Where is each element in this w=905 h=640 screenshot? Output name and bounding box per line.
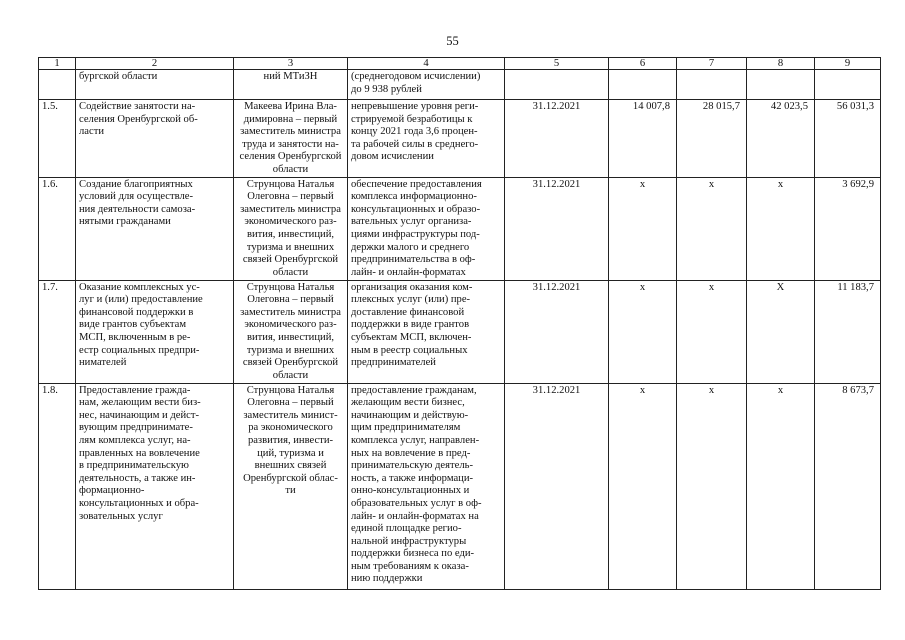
value-cell: х: [609, 177, 677, 280]
table-row: [39, 280, 881, 383]
table-row: [39, 177, 881, 280]
row-number: [39, 70, 76, 100]
responsible-cell: Струнцова Наталья Олеговна – первый заместитель министра экономического раз- вития, инвестиций, туризма и внешних связей Оренбургской области: [234, 177, 348, 280]
responsible-cell: ний МТиЗН: [234, 70, 348, 100]
header-cell: 7: [677, 58, 747, 70]
measures-table: [38, 57, 881, 590]
value-cell: [815, 70, 881, 100]
measure-cell: Создание благоприятных условий для осуществле- ния деятельности самоза- нятыми гражданами: [76, 177, 234, 280]
measure-cell: Оказание комплексных ус- луг и (или) предоставление финансовой поддержки в виде грантов субъектам МСП, включенным в ре- естр социальных предпри- нимателей: [76, 280, 234, 383]
responsible-cell: Струнцова Наталья Олеговна – первый заместитель министра экономического раз- вития, инвестиций, туризма и внешних связей Оренбургской области: [234, 280, 348, 383]
date-cell: 31.12.2021: [505, 177, 609, 280]
value-cell: х: [677, 383, 747, 589]
header-cell: 8: [747, 58, 815, 70]
date-cell: 31.12.2021: [505, 100, 609, 178]
date-cell: 31.12.2021: [505, 280, 609, 383]
measure-cell: Содействие занятости на- селения Оренбургской об- ласти: [76, 100, 234, 178]
table-row: [39, 383, 881, 589]
value-cell: х: [609, 280, 677, 383]
result-cell: (среднегодовом исчислении) до 9 938 рублей: [348, 70, 505, 100]
value-cell: [747, 70, 815, 100]
date-cell: [505, 70, 609, 100]
value-cell: х: [747, 383, 815, 589]
value-cell: 42 023,5: [747, 100, 815, 178]
header-cell: 9: [815, 58, 881, 70]
value-cell: 3 692,9: [815, 177, 881, 280]
result-cell: непревышение уровня реги- стрируемой безработицы к концу 2021 года 3,6 процен- та рабочей силы в среднего- довом исчислении: [348, 100, 505, 178]
value-cell: 28 015,7: [677, 100, 747, 178]
value-cell: х: [609, 383, 677, 589]
table-row: [39, 100, 881, 178]
table-row: [39, 70, 881, 100]
header-cell: 5: [505, 58, 609, 70]
result-cell: обеспечение предоставления комплекса информационно- консультационных и образо- вательных услуг организа- циями инфраструктуры под- держки малого и среднего предпринимательства в оф- лайн- и онлайн-форматах: [348, 177, 505, 280]
value-cell: [609, 70, 677, 100]
value-cell: х: [747, 177, 815, 280]
value-cell: 56 031,3: [815, 100, 881, 178]
page-number: 55: [446, 34, 459, 48]
value-cell: х: [677, 280, 747, 383]
header-cell: 6: [609, 58, 677, 70]
row-number: 1.8.: [39, 383, 76, 589]
value-cell: х: [677, 177, 747, 280]
responsible-cell: Макеева Ирина Вла- димировна – первый заместитель министра труда и занятости на- селения Оренбургской области: [234, 100, 348, 178]
header-cell: 4: [348, 58, 505, 70]
header-cell: 3: [234, 58, 348, 70]
date-cell: 31.12.2021: [505, 383, 609, 589]
value-cell: Х: [747, 280, 815, 383]
row-number: 1.7.: [39, 280, 76, 383]
measure-cell: бургской области: [76, 70, 234, 100]
measure-cell: Предоставление гражда- нам, желающим вести биз- нес, начинающим и дейст- вующим предпринимате- лям комплекса услуг, на- правленных на вовлечение в предпринимательскую деятельность, а также ин- формационно- консультационных и обра- зовательных услуг: [76, 383, 234, 589]
row-number: 1.6.: [39, 177, 76, 280]
value-cell: 11 183,7: [815, 280, 881, 383]
result-cell: организация оказания ком- плексных услуг (или) пре- доставление финансовой поддержки в виде грантов субъектам МСП, включен- ным в реестр социальных предпринимателей: [348, 280, 505, 383]
table-header-row: [39, 58, 881, 70]
value-cell: 8 673,7: [815, 383, 881, 589]
row-number: 1.5.: [39, 100, 76, 178]
header-cell: 2: [76, 58, 234, 70]
header-cell: 1: [39, 58, 76, 70]
responsible-cell: Струнцова Наталья Олеговна – первый заместитель минист- ра экономического развития, инвести- ций, туризма и внешних связей Оренбургской облас- ти: [234, 383, 348, 589]
result-cell: предоставление гражданам, желающим вести бизнес, начинающим и действую- щим предпринимателям комплекса услуг, направлен- ных на вовлечение в пред- принимательскую деятель- ность, а также информаци- онно-консультационных и образовательных услуг в оф- лайн- и онлайн-форматах на единой площадке регио- нальной инфраструктуры поддержки бизнеса по еди- ным требованиям к оказа- нию поддержки: [348, 383, 505, 589]
value-cell: [677, 70, 747, 100]
value-cell: 14 007,8: [609, 100, 677, 178]
